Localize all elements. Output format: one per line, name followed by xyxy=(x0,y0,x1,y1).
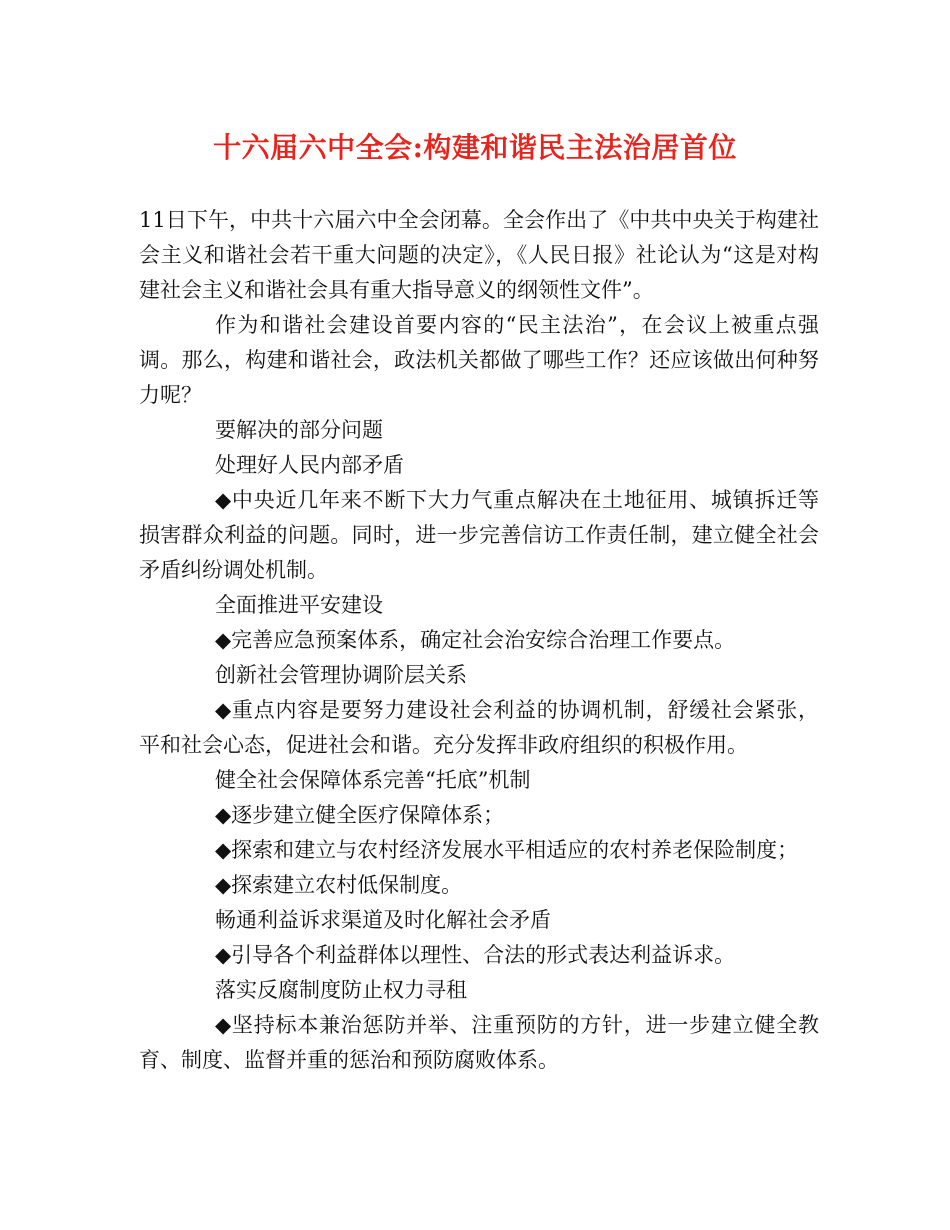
bullet-paragraph: ◆重点内容是要努力建设社会利益的协调机制，舒缓社会紧张，平和社会心态，促进社会和谐。充分发挥非政府组织的积极作用。 xyxy=(139,698,819,757)
bullet-paragraph: ◆坚持标本兼治惩防并举、注重预防的方针，进一步建立健全教育、制度、监督并重的惩治和预防腐败体系。 xyxy=(139,1013,819,1072)
subsection-heading: 畅通利益诉求渠道及时化解社会矛盾 xyxy=(215,908,551,932)
paragraph: 作为和谐社会建设首要内容的“民主法治”，在会议上被重点强调。那么，构建和谐社会，政法机关都做了哪些工作？还应该做出何种努力呢？ xyxy=(139,313,819,407)
section-heading: 要解决的部分问题 xyxy=(215,418,383,442)
bullet-paragraph: ◆中央近几年来不断下大力气重点解决在土地征用、城镇拆迁等损害群众利益的问题。同时，进一步完善信访工作责任制，建立健全社会矛盾纠纷调处机制。 xyxy=(139,488,819,582)
bullet-paragraph: ◆完善应急预案体系，确定社会治安综合治理工作要点。 xyxy=(215,628,736,652)
paragraph: 11日下午，中共十六届六中全会闭幕。全会作出了《中共中央关于构建社会主义和谐社会若干重大问题的决定》，《人民日报》社论认为“这是对构建社会主义和谐社会具有重大指导意义的纲领性文件”。 xyxy=(139,208,819,302)
subsection-heading: 落实反腐制度防止权力寻租 xyxy=(215,978,467,1002)
document-title: 十六届六中全会:构建和谐民主法治居首位 xyxy=(213,131,737,164)
bullet-paragraph: ◆探索和建立与农村经济发展水平相适应的农村养老保险制度； xyxy=(215,838,799,862)
subsection-heading: 健全社会保障体系完善“托底”机制 xyxy=(215,768,531,792)
bullet-paragraph: ◆探索建立农村低保制度。 xyxy=(215,873,463,897)
subsection-heading: 处理好人民内部矛盾 xyxy=(215,453,404,477)
subsection-heading: 创新社会管理协调阶层关系 xyxy=(215,663,467,687)
bullet-paragraph: ◆逐步建立健全医疗保障体系； xyxy=(215,803,505,827)
subsection-heading: 全面推进平安建设 xyxy=(215,593,383,617)
document-body xyxy=(139,203,819,1078)
bullet-paragraph: ◆引导各个利益群体以理性、合法的形式表达利益诉求。 xyxy=(215,943,736,967)
